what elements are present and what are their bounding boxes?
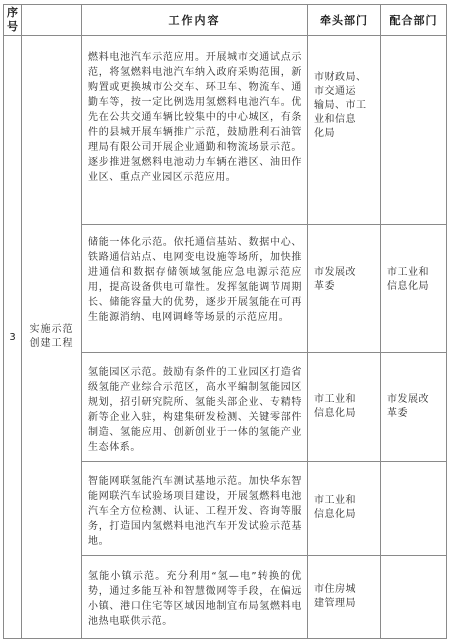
- lead-department-line: 革委: [314, 281, 335, 292]
- header-lead-department: 牵头部门: [320, 14, 368, 27]
- category-line: 创建工程: [29, 338, 74, 349]
- task-content: 燃料电池汽车示范应用。开展城市交通试点示范，将氢燃料电池汽车纳入政府采购范围，新购置或更换城市公交车、环卫车、物流车、通勤车等，按一定比例选用氢燃料电池汽车。优先在公共交通车辆比较集中的中心城区，有条件的县城开展车辆推广示范，鼓励胜利石油管理局有限公司开展企业通勤和物流场景示范。逐步推进氢燃料电池动力车辆在港区、油田作业区、重点产业园区示范应用。: [88, 52, 302, 183]
- lead-department-line: 市交通运: [314, 86, 356, 97]
- grid-line: [81, 224, 447, 225]
- grid-line: [81, 461, 447, 462]
- lead-department-line: 市发展改: [314, 267, 356, 278]
- header-index: [4, 5, 21, 35]
- lead-department: [314, 266, 378, 294]
- header-support-department: 配合部门: [389, 14, 438, 27]
- header-index-line1: 序: [7, 6, 18, 19]
- lead-department-line: 市财政局、: [314, 72, 367, 83]
- grid-line: [380, 4, 381, 638]
- row-index: 3: [9, 331, 16, 343]
- lead-department-line: 输局、市工: [314, 100, 367, 111]
- lead-department-line: 市住房城: [314, 584, 356, 595]
- lead-department-line: 化局: [314, 128, 335, 139]
- lead-department-line: 建管理局: [314, 598, 356, 609]
- lead-department-line: 信息化局: [314, 408, 356, 419]
- support-department: [387, 266, 445, 294]
- grid-line: [81, 555, 447, 556]
- task-content: 氢能小镇示范。充分利用“氢—电”转换的优势，通过多能互补和智慧微网等手段，在偏远小镇、港口住宅等区域因地制宜布局氢燃料电池热电联供示范。: [88, 571, 302, 627]
- grid-line: [307, 4, 308, 638]
- lead-department: [314, 583, 378, 611]
- grid-line: [446, 4, 447, 638]
- support-department-line: 革委: [387, 408, 408, 419]
- lead-department-line: 市工业和: [314, 495, 356, 506]
- header-task: 工作内容: [168, 14, 221, 27]
- grid-line: [81, 352, 447, 353]
- lead-department: [314, 393, 378, 421]
- lead-department-line: 业和信息: [314, 114, 356, 125]
- category-cell: [22, 36, 81, 638]
- lead-department-line: 市工业和: [314, 394, 356, 405]
- support-department-line: 信息化局: [387, 281, 429, 292]
- category-line: 实施示范: [29, 324, 74, 335]
- support-department-line: 市工业和: [387, 267, 429, 278]
- grid-line: [3, 638, 447, 639]
- lead-department-line: 信息化局: [314, 509, 356, 520]
- support-department-line: 市发展改: [387, 394, 429, 405]
- task-content: 储能一体化示范。依托通信基站、数据中心、铁路通信站点、电网变电设施等场所，加快推进通信和数据存储领域氢能应急电源示范应用，提高设备供电可靠性。发挥氢能调节周期长、储能容量大的优势，逐步开展氢能在可再生能源消纳、电网调峰等场景的示范应用。: [88, 237, 302, 323]
- grid-line: [81, 4, 82, 638]
- lead-department: [314, 71, 378, 141]
- category-label: [30, 323, 74, 351]
- task-content: 智能网联氢能汽车测试基地示范。加快华东智能网联汽车试验场项目建设，开展氢燃料电池汽车全方位检测、认证、工程开发、咨询等服务，打造国内氢燃料电池汽车开发试验示范基地。: [88, 476, 302, 547]
- support-department: [387, 393, 445, 421]
- lead-department: [314, 494, 378, 522]
- task-content: 氢能园区示范。鼓励有条件的工业园区打造省级氢能产业综合示范区，高水平编制氢能园区规划，招引研究院所、氢能头部企业、专精特新等企业入驻，构建集研发检测、关键零部件制造、氢能应用、创新创业于一体的氢能产业生态体系。: [88, 367, 302, 453]
- header-index-line2: 号: [7, 20, 18, 33]
